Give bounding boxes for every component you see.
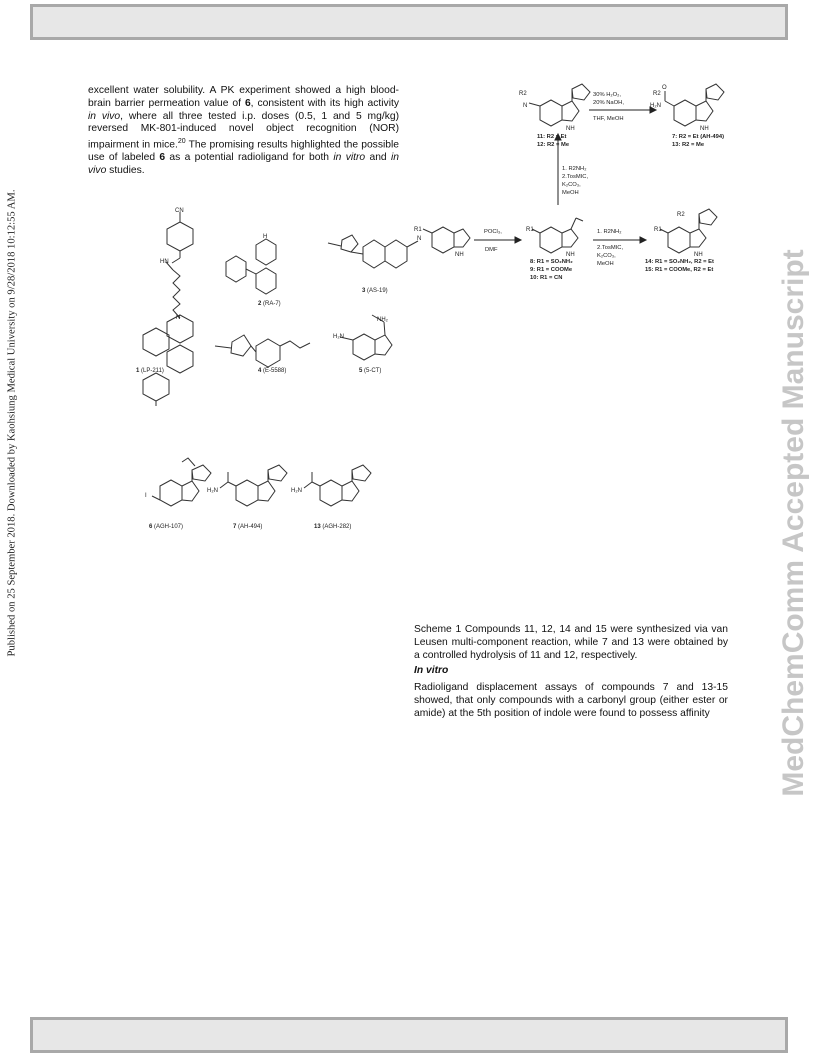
- section-heading: In vitro: [414, 665, 449, 676]
- structure-7-label: 7 (AH-494): [233, 524, 263, 530]
- atom-label-r1: R1: [526, 227, 534, 233]
- structure-1: [143, 212, 193, 406]
- atom-label-nh: NH: [694, 252, 703, 258]
- atom-label-nh2: NH₂: [377, 317, 388, 323]
- scheme-condition: K₂CO₃,: [562, 182, 581, 188]
- atom-label-h2n: H₂N: [650, 103, 661, 109]
- atom-label-nh: NH: [566, 252, 575, 258]
- scheme-condition: DMF: [485, 247, 498, 253]
- scheme-condition: K₂CO₃,: [597, 253, 616, 259]
- scheme-condition: 30% H₂O₂,: [593, 92, 622, 98]
- atom-label-n: N: [176, 315, 181, 321]
- structure-2-label: 2 (RA-7): [258, 301, 281, 307]
- atom-label-n: N: [523, 103, 528, 109]
- scheme-condition: POCl₃,: [484, 229, 502, 235]
- atom-label-n: N: [417, 236, 422, 242]
- structure-4: [215, 335, 310, 367]
- atom-label-nh: NH: [566, 126, 575, 132]
- structure-2: [226, 239, 276, 294]
- scheme-condition: THF, MeOH: [593, 116, 624, 122]
- structure-5-label: 5 (5-CT): [359, 368, 382, 374]
- scheme-condition: 20% NaOH,: [593, 100, 624, 106]
- structure-4-label: 4 (E-5588): [258, 368, 287, 374]
- journal-watermark: MedChemComm Accepted Manuscript: [777, 248, 810, 797]
- atom-label-h: H: [263, 234, 268, 240]
- atom-label-r1: R1: [654, 227, 662, 233]
- in-vitro-paragraph: Radioligand displacement assays of compounds 7 and 13-15 showed, that only compounds with a carbonyl group (either ester or amide) at the 5th position of indole were found to possess affinity: [414, 682, 728, 719]
- atom-label-cn: CN: [175, 208, 184, 214]
- atom-label-r2: R2: [519, 91, 527, 97]
- atom-label-r1: R1: [414, 227, 422, 233]
- scheme-label: 12: R2 = Me: [537, 142, 570, 148]
- scheme-caption: Scheme 1 Compounds 11, 12, 14 and 15 were synthesized via van Leusen multi-component reaction, while 7 and 13 were obtained by a controlled hydrolysis of 11 and 12, respectively.: [414, 624, 728, 661]
- atom-label-h2n: H₂N: [291, 488, 302, 494]
- scheme-condition: 2.TosMIC,: [562, 174, 589, 180]
- structure-1-label: 1 (LP-211): [136, 368, 164, 374]
- atom-label-h2n: H₂N: [333, 334, 344, 340]
- scheme-label: 15: R1 = COOMe, R2 = Et: [645, 267, 714, 273]
- scheme-label: 7: R2 = Et (AH-494): [672, 134, 725, 140]
- scheme-label: 8: R1 = SO₂NH₂: [530, 259, 573, 265]
- scheme-condition: MeOH: [562, 190, 579, 196]
- scheme-condition: 2.TosMIC,: [597, 245, 624, 251]
- scheme-label: 11: R2 = Et: [537, 134, 567, 140]
- structure-13-label: 13 (AGH-282): [314, 524, 352, 530]
- atom-label-o: O: [662, 85, 667, 91]
- structure-13: [304, 465, 371, 506]
- atom-label-nh: NH: [455, 252, 464, 258]
- structure-3-label: 3 (AS-19): [362, 288, 388, 294]
- scheme-condition: 1. R2NH₂: [597, 229, 622, 235]
- atom-label-r2: R2: [653, 91, 661, 97]
- structure-7: [220, 465, 287, 506]
- scheme-condition: 1. R2NH₂: [562, 166, 587, 172]
- publication-side-note: Published on 25 September 2018. Downloaded by Kaohsiung Medical University on 9/28/2018 10:12:55 AM.: [6, 189, 18, 657]
- atom-label-h2n: H₂N: [207, 488, 218, 494]
- structure-6-label: 6 (AGH-107): [149, 524, 184, 530]
- scheme-label: 9: R1 = COOMe: [530, 267, 573, 273]
- atom-label-r2: R2: [677, 212, 685, 218]
- structure-6: [152, 458, 211, 506]
- scheme-label: 10: R1 = CN: [530, 275, 563, 281]
- atom-label-hn: HN: [160, 259, 169, 265]
- intro-paragraph: excellent water solubility. A PK experiment showed a high blood-brain barrier permeation value of 6, consistent with its high activity in vivo, where all three tested i.p. doses (0.5, 1 and 5 mg/kg) reversed MK-801-induced novel object recognition (NOR) impairment in mice.$^{20}$ The promising results highlighted the possible use of labeled 6 as a potential radioligand for both in vitro and in vivo studies.: [88, 85, 400, 177]
- atom-label-nh: NH: [700, 126, 709, 132]
- scheme-condition: MeOH: [597, 261, 614, 267]
- scheme-label: 14: R1 = SO₂NH₂, R2 = Et: [645, 259, 714, 265]
- scheme-label: 13: R2 = Me: [672, 142, 705, 148]
- structure-3: [328, 235, 418, 268]
- atom-label-i: I: [145, 493, 147, 499]
